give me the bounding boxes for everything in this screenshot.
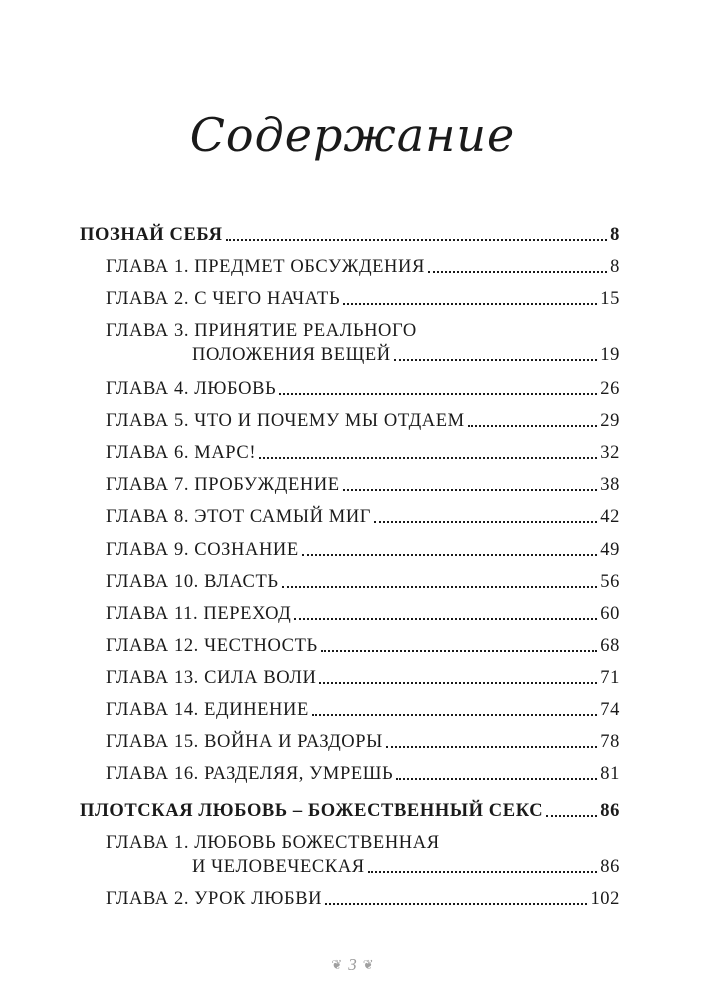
- toc-leader: [259, 457, 597, 459]
- toc-page-number: 49: [600, 540, 620, 560]
- toc-page-number: 81: [600, 764, 620, 784]
- toc-label: ГЛАВА 1. ПРЕДМЕТ ОБСУЖДЕНИЯ: [106, 257, 425, 277]
- toc-leader: [546, 815, 597, 817]
- toc-label: ПЛОТСКАЯ ЛЮБОВЬ – БОЖЕСТВЕННЫЙ СЕКС: [80, 801, 544, 821]
- toc-chapter[interactable]: [80, 498, 620, 528]
- toc-chapter[interactable]: [80, 627, 620, 657]
- toc-label: ГЛАВА 2. С ЧЕГО НАЧАТЬ: [106, 289, 341, 309]
- page-title: Содержание: [189, 108, 516, 162]
- toc-leader: [428, 271, 607, 273]
- toc-label: ГЛАВА 2. УРОК ЛЮБВИ: [106, 889, 323, 909]
- toc-leader: [279, 393, 597, 395]
- page-number: 3: [348, 955, 357, 974]
- toc-label: ГЛАВА 10. ВЛАСТЬ: [106, 572, 279, 592]
- toc-page-number: 56: [600, 572, 620, 592]
- toc-chapter-continuation[interactable]: [80, 848, 620, 878]
- toc-label: ГЛАВА 7. ПРОБУЖДЕНИЕ: [106, 475, 340, 495]
- toc-page-number: 86: [600, 801, 620, 821]
- toc-leader: [319, 682, 597, 684]
- toc-chapter[interactable]: [80, 755, 620, 785]
- toc-leader: [386, 746, 597, 748]
- toc-label: ГЛАВА 1. ЛЮБОВЬ БОЖЕСТВЕННАЯ: [106, 833, 440, 853]
- toc-label: ГЛАВА 4. ЛЮБОВЬ: [106, 379, 277, 399]
- toc-page-number: 74: [600, 700, 620, 720]
- toc-leader: [394, 359, 598, 361]
- toc-page-number: 38: [600, 475, 620, 495]
- toc-chapter[interactable]: [80, 691, 620, 721]
- toc-label: ГЛАВА 5. ЧТО И ПОЧЕМУ МЫ ОТДАЕМ: [106, 411, 465, 431]
- toc-leader: [368, 871, 598, 873]
- fleuron-right-icon: ❦: [362, 957, 374, 972]
- toc-page-number: 8: [610, 225, 620, 245]
- toc-part[interactable]: [80, 216, 620, 246]
- toc-chapter[interactable]: [80, 466, 620, 496]
- toc-leader: [282, 586, 598, 588]
- toc-chapter[interactable]: [80, 595, 620, 625]
- toc-chapter[interactable]: [80, 402, 620, 432]
- toc-leader: [302, 554, 598, 556]
- toc-page-number: 19: [600, 345, 620, 365]
- toc-chapter[interactable]: [80, 248, 620, 278]
- toc-chapter[interactable]: [80, 659, 620, 689]
- toc-leader: [343, 489, 598, 491]
- toc-leader: [294, 618, 597, 620]
- toc-label: ГЛАВА 13. СИЛА ВОЛИ: [106, 668, 317, 688]
- toc-label: ГЛАВА 16. РАЗДЕЛЯЯ, УМРЕШЬ: [106, 764, 394, 784]
- toc-label: ГЛАВА 12. ЧЕСТНОСТЬ: [106, 636, 318, 656]
- toc-chapter[interactable]: [80, 723, 620, 753]
- toc-chapter[interactable]: [80, 880, 620, 910]
- toc-leader: [321, 650, 598, 652]
- toc-page-number: 15: [600, 289, 620, 309]
- toc-leader: [226, 239, 608, 241]
- toc-chapter[interactable]: [80, 280, 620, 310]
- toc-leader: [396, 778, 597, 780]
- toc-page-number: 26: [600, 379, 620, 399]
- toc-page-number: 29: [600, 411, 620, 431]
- toc-page-number: 71: [600, 668, 620, 688]
- toc-label: ГЛАВА 14. ЕДИНЕНИЕ: [106, 700, 309, 720]
- toc-part[interactable]: [80, 792, 620, 822]
- toc-label: ПОЗНАЙ СЕБЯ: [80, 225, 223, 245]
- toc-chapter[interactable]: [80, 370, 620, 400]
- toc-page-number: 60: [600, 604, 620, 624]
- toc-leader: [325, 903, 587, 905]
- toc-page-number: 78: [600, 732, 620, 752]
- toc-page-number: 68: [600, 636, 620, 656]
- fleuron-left-icon: ❦: [331, 957, 343, 972]
- toc-page-number: 42: [600, 507, 620, 527]
- toc-label: ГЛАВА 8. ЭТОТ САМЫЙ МИГ: [106, 507, 372, 527]
- toc-leader: [312, 714, 597, 716]
- toc-label: ГЛАВА 15. ВОЙНА И РАЗДОРЫ: [106, 732, 383, 752]
- toc-label: ГЛАВА 11. ПЕРЕХОД: [106, 604, 292, 624]
- toc-label: ГЛАВА 9. СОЗНАНИЕ: [106, 540, 299, 560]
- toc-page-number: 86: [600, 857, 620, 877]
- toc-leader: [468, 425, 598, 427]
- toc-page-number: 32: [600, 443, 620, 463]
- toc-leader: [374, 521, 597, 523]
- toc-chapter[interactable]: [80, 531, 620, 561]
- toc-chapter-continuation[interactable]: [80, 336, 620, 366]
- toc-page-number: 8: [610, 257, 620, 277]
- toc-label: ПОЛОЖЕНИЯ ВЕЩЕЙ: [192, 345, 391, 365]
- toc-chapter[interactable]: [80, 434, 620, 464]
- toc-chapter[interactable]: [80, 563, 620, 593]
- toc-label: ГЛАВА 3. ПРИНЯТИЕ РЕАЛЬНОГО: [106, 321, 417, 341]
- toc-leader: [343, 303, 597, 305]
- toc-page-number: 102: [590, 889, 620, 909]
- toc-label: И ЧЕЛОВЕЧЕСКАЯ: [192, 857, 365, 877]
- toc-label: ГЛАВА 6. МАРС!: [106, 443, 257, 463]
- page-footer: [0, 955, 705, 975]
